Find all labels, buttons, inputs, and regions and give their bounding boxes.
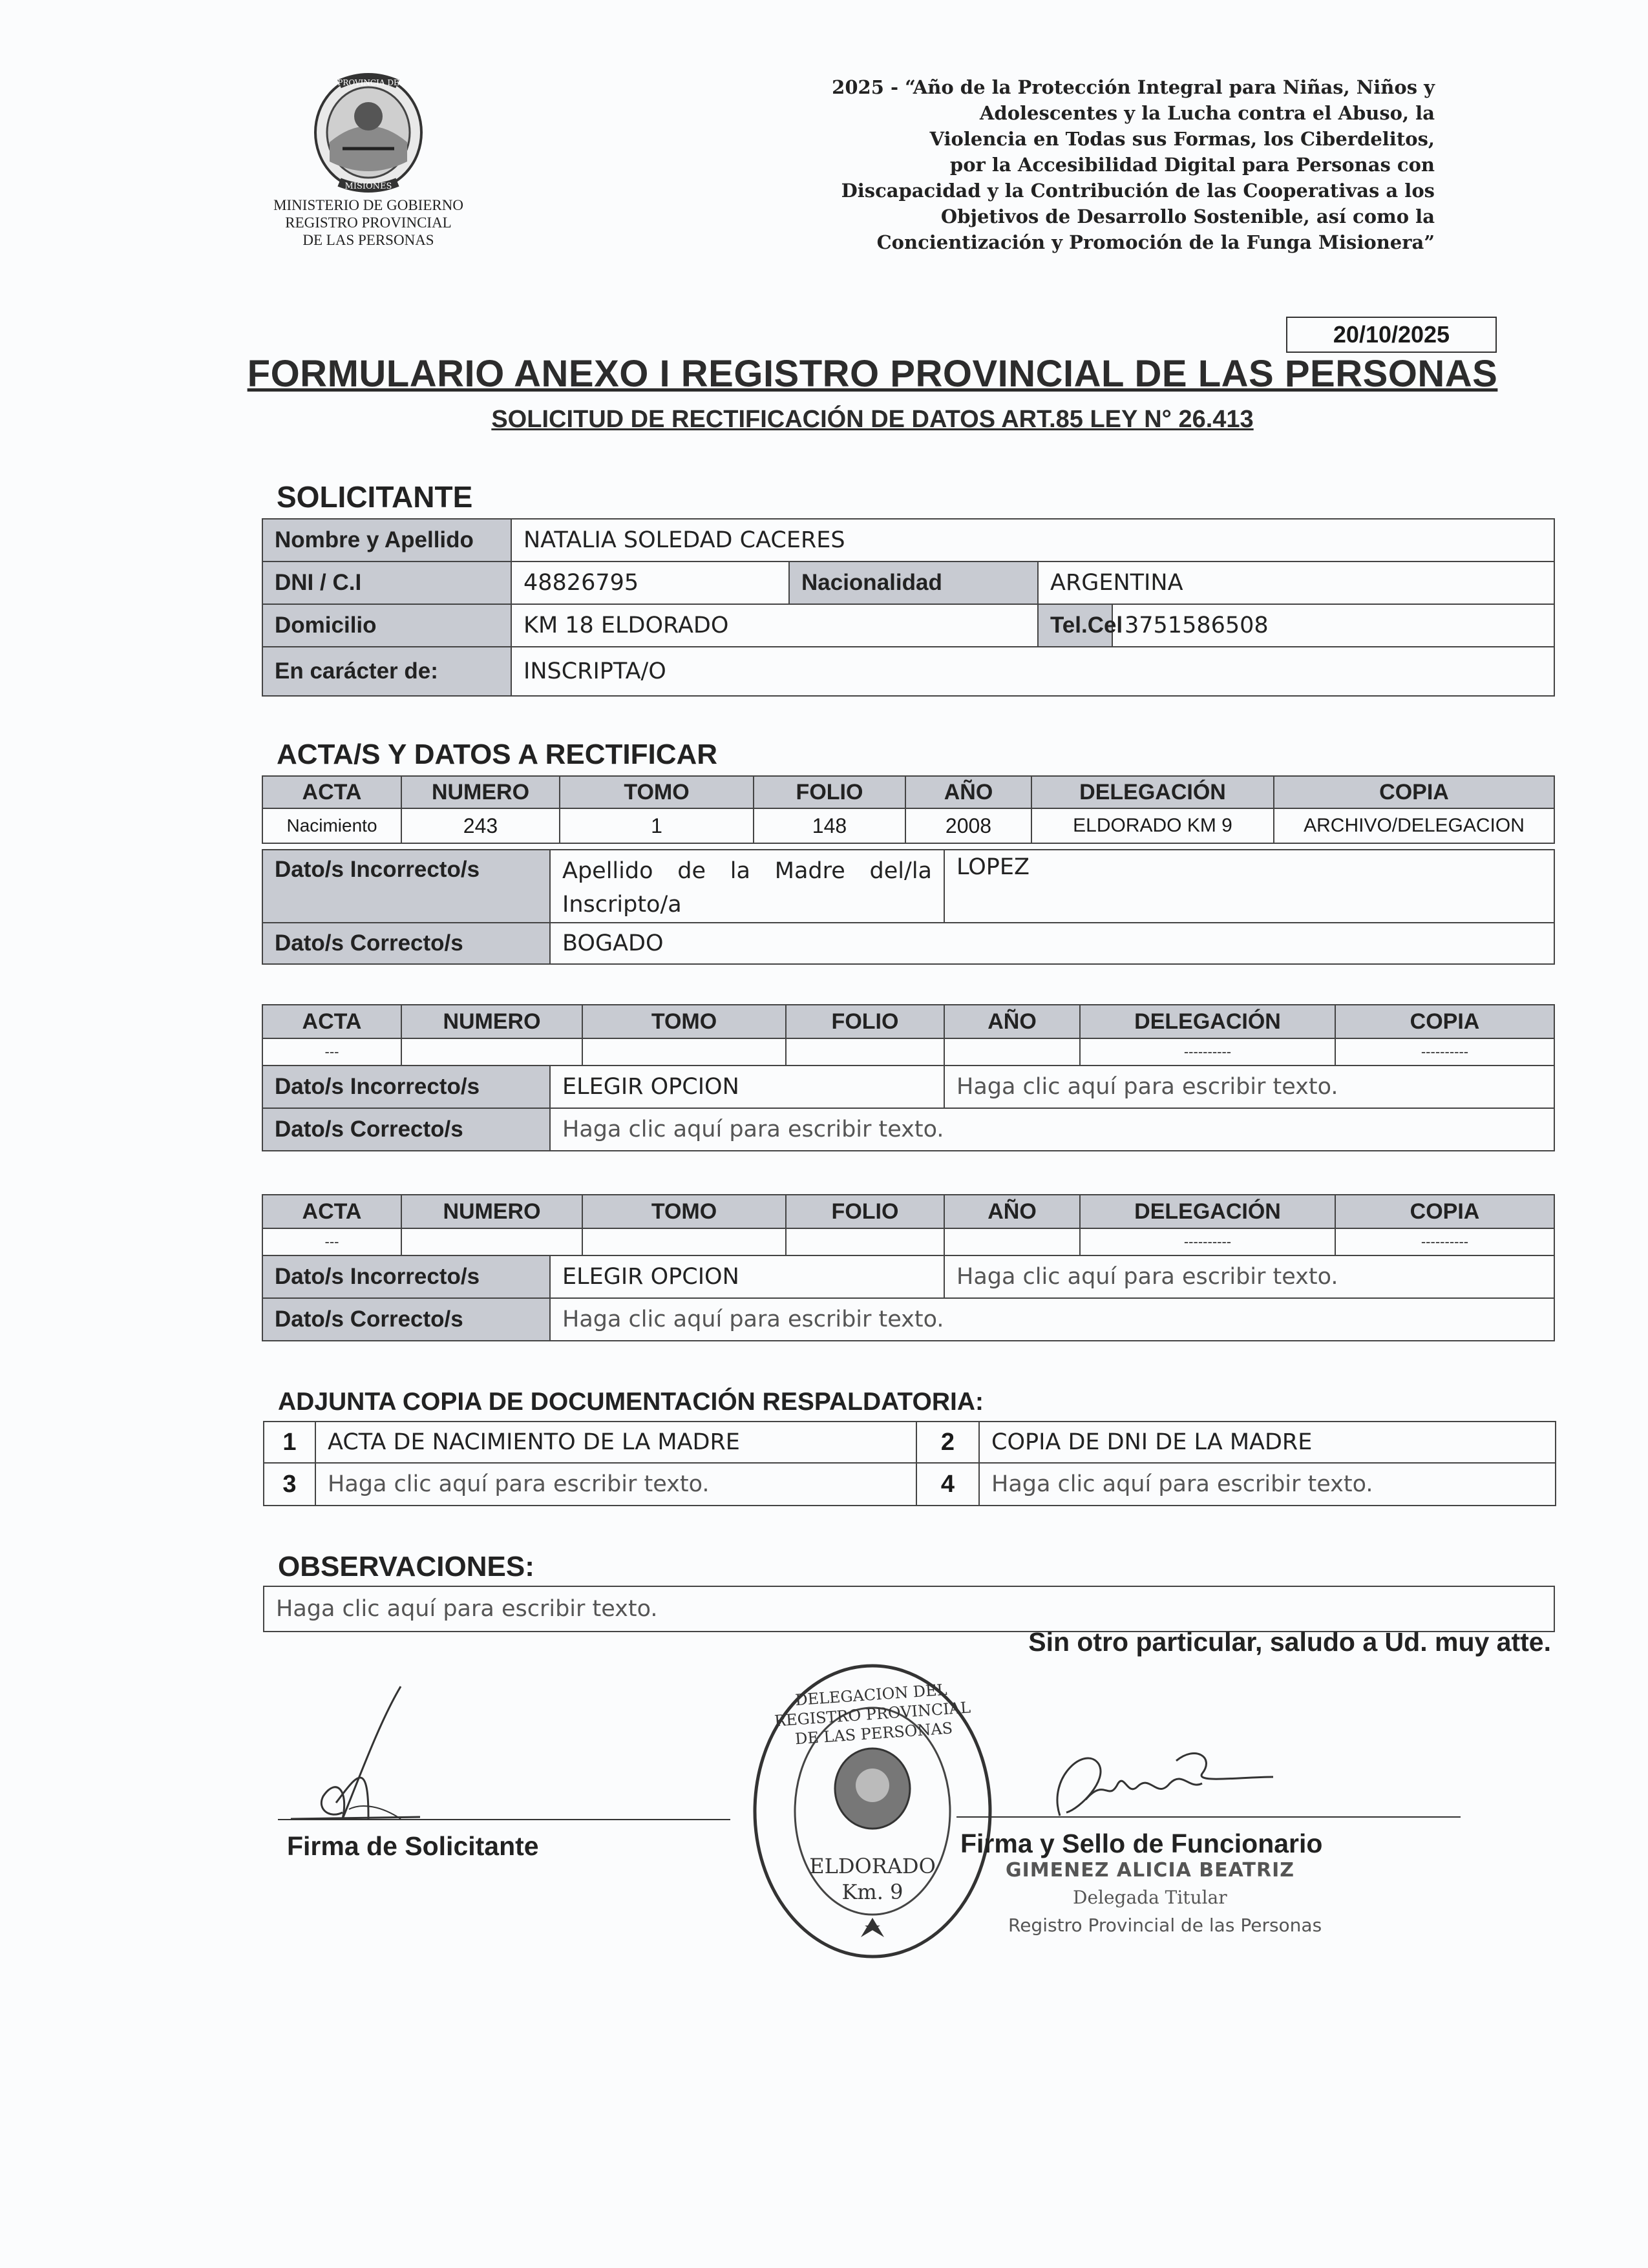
acta-1-copia[interactable]: ARCHIVO/DELEGACION — [1274, 808, 1554, 843]
adjunta-num-3: 3 — [264, 1463, 315, 1506]
acta-2-copia[interactable]: ---------- — [1335, 1038, 1554, 1066]
acta-3-incorrect-label: Dato/s Incorrecto/s — [262, 1255, 550, 1298]
observaciones-table — [263, 1586, 1555, 1632]
dni-label: DNI / C.I — [262, 562, 511, 604]
col-anio: AÑO — [944, 1195, 1080, 1228]
dni-field[interactable]: 48826795 — [511, 562, 789, 604]
domicilio-label: Domicilio — [262, 604, 511, 647]
acta-3-tomo[interactable] — [582, 1228, 786, 1255]
acta-3-incorrect-select[interactable]: ELEGIR OPCION — [550, 1255, 944, 1298]
solicitante-signature-icon — [271, 1680, 439, 1835]
col-numero: NUMERO — [401, 1005, 582, 1038]
col-anio: AÑO — [944, 1005, 1080, 1038]
nombre-field[interactable]: NATALIA SOLEDAD CACERES — [511, 519, 1554, 562]
col-acta: ACTA — [262, 1195, 401, 1228]
col-acta: ACTA — [262, 776, 401, 808]
adjunta-num-1: 1 — [264, 1422, 315, 1463]
acta-3-delegacion[interactable]: ---------- — [1080, 1228, 1335, 1255]
col-tomo: TOMO — [582, 1005, 786, 1038]
acta-2-table — [262, 1004, 1555, 1066]
acta-1-incorrect-label: Dato/s Incorrecto/s — [262, 850, 550, 923]
funcionario-role: Delegada Titular — [1073, 1887, 1227, 1908]
col-numero: NUMERO — [401, 776, 560, 808]
form-date: 20/10/2025 — [1286, 317, 1497, 353]
section-solicitante: SOLICITANTE — [277, 480, 473, 514]
col-tomo: TOMO — [582, 1195, 786, 1228]
acta-1-datos-table — [262, 849, 1555, 965]
firma-funcionario-label: Firma y Sello de Funcionario — [960, 1829, 1323, 1858]
acta-1-folio[interactable]: 148 — [754, 808, 905, 843]
caracter-label: En carácter de: — [262, 647, 511, 696]
acta-2-incorrect-label: Dato/s Incorrecto/s — [262, 1066, 550, 1108]
col-folio: FOLIO — [786, 1005, 944, 1038]
acta-1-table — [262, 775, 1555, 844]
observaciones-field[interactable]: Haga clic aquí para escribir texto. — [264, 1586, 1554, 1632]
adjunta-num-4: 4 — [916, 1463, 979, 1506]
acta-3-table — [262, 1194, 1555, 1256]
col-delegacion: DELEGACIÓN — [1031, 776, 1274, 808]
acta-2-correct-value[interactable]: Haga clic aquí para escribir texto. — [550, 1108, 1554, 1151]
acta-3-correct-label: Dato/s Correcto/s — [262, 1298, 550, 1341]
acta-1-delegacion[interactable]: ELDORADO KM 9 — [1031, 808, 1274, 843]
caracter-field[interactable]: INSCRIPTA/O — [511, 647, 1554, 696]
acta-2-numero[interactable] — [401, 1038, 582, 1066]
funcionario-signature-line — [956, 1816, 1461, 1818]
acta-1-numero[interactable]: 243 — [401, 808, 560, 843]
funcionario-name: GIMENEZ ALICIA BEATRIZ — [1006, 1859, 1294, 1882]
acta-1-correct-label: Dato/s Correcto/s — [262, 923, 550, 964]
official-stamp — [750, 1659, 995, 1963]
tel-field[interactable]: 3751586508 — [1112, 604, 1554, 647]
col-folio: FOLIO — [754, 776, 905, 808]
solicitante-table — [262, 518, 1555, 697]
acta-2-datos-table — [262, 1065, 1555, 1151]
acta-2-tipo[interactable]: --- — [262, 1038, 401, 1066]
adjunta-table — [263, 1421, 1556, 1506]
col-folio: FOLIO — [786, 1195, 944, 1228]
funcionario-office: Registro Provincial de las Personas — [1008, 1915, 1322, 1936]
acta-2-delegacion[interactable]: ---------- — [1080, 1038, 1335, 1066]
funcionario-signature-icon — [1047, 1738, 1280, 1829]
acta-1-tipo[interactable]: Nacimiento — [262, 808, 401, 843]
year-motto: 2025 - “Año de la Protección Integral para Niñas, Niños y Adolescentes y la Lucha contra el Abuso, la Violencia en Todas sus Formas, los Ciberdelitos, por la Accesibilidad Digital para Personas con Discapacidad y la Contribución de las Cooperativas a los Objetivos de Desarrollo Sostenible, así como la Concientización y Promoción de la Funga Misionera” — [832, 76, 1435, 253]
ministry-name: MINISTERIO DE GOBIERNO REGISTRO PROVINCIAL DE LAS PERSONAS — [273, 197, 463, 248]
col-copia: COPIA — [1335, 1005, 1554, 1038]
logo-bottom-text: MISIONES — [344, 182, 392, 191]
acta-1-incorrect-value[interactable]: LOPEZ — [944, 850, 1554, 923]
col-acta: ACTA — [262, 1005, 401, 1038]
logo-top-text: PROVINCIA DE — [337, 78, 399, 87]
col-copia: COPIA — [1274, 776, 1554, 808]
col-delegacion: DELEGACIÓN — [1080, 1005, 1335, 1038]
firma-solicitante-label: Firma de Solicitante — [287, 1831, 539, 1861]
col-tomo: TOMO — [560, 776, 754, 808]
tel-label: Tel.Cel — [1038, 604, 1112, 647]
col-delegacion: DELEGACIÓN — [1080, 1195, 1335, 1228]
adjunta-item-3[interactable]: Haga clic aquí para escribir texto. — [315, 1463, 916, 1506]
acta-3-copia[interactable]: ---------- — [1335, 1228, 1554, 1255]
acta-3-anio[interactable] — [944, 1228, 1080, 1255]
acta-3-datos-table — [262, 1255, 1555, 1341]
domicilio-field[interactable]: KM 18 ELDORADO — [511, 604, 1038, 647]
acta-3-incorrect-value[interactable]: Haga clic aquí para escribir texto. — [944, 1255, 1554, 1298]
adjunta-item-4[interactable]: Haga clic aquí para escribir texto. — [979, 1463, 1556, 1506]
acta-2-correct-label: Dato/s Correcto/s — [262, 1108, 550, 1151]
section-actas: ACTA/S Y DATOS A RECTIFICAR — [277, 739, 718, 770]
col-anio: AÑO — [905, 776, 1031, 808]
section-adjunta: ADJUNTA COPIA DE DOCUMENTACIÓN RESPALDATORIA: — [278, 1388, 984, 1416]
form-title: FORMULARIO ANEXO I REGISTRO PROVINCIAL DE LAS PERSONAS — [247, 353, 1498, 395]
adjunta-item-2[interactable]: COPIA DE DNI DE LA MADRE — [979, 1422, 1556, 1463]
acta-2-tomo[interactable] — [582, 1038, 786, 1066]
acta-1-tomo[interactable]: 1 — [560, 808, 754, 843]
closing-text: Sin otro particular, saludo a Ud. muy atte. — [1028, 1627, 1551, 1657]
stamp-ring-text: DELEGACION DEL REGISTRO PROVINCIAL DE LAS PERSONAS — [774, 1680, 971, 1748]
acta-3-correct-value[interactable]: Haga clic aquí para escribir texto. — [550, 1298, 1554, 1341]
acta-3-numero[interactable] — [401, 1228, 582, 1255]
col-copia: COPIA — [1335, 1195, 1554, 1228]
province-coat-of-arms-icon — [304, 71, 433, 194]
acta-1-correct-value[interactable]: BOGADO — [550, 923, 1554, 964]
acta-3-tipo[interactable]: --- — [262, 1228, 401, 1255]
acta-2-incorrect-value[interactable]: Haga clic aquí para escribir texto. — [944, 1066, 1554, 1108]
col-numero: NUMERO — [401, 1195, 582, 1228]
nombre-label: Nombre y Apellido — [262, 519, 511, 562]
ministry-header — [252, 71, 485, 249]
acta-2-folio[interactable] — [786, 1038, 944, 1066]
adjunta-num-2: 2 — [916, 1422, 979, 1463]
solicitante-signature-line — [278, 1819, 730, 1820]
nacionalidad-label: Nacionalidad — [789, 562, 1038, 604]
acta-1-incorrect-field[interactable]: Apellido de la Madre del/la Inscripto/a — [550, 850, 944, 923]
acta-1-anio[interactable]: 2008 — [905, 808, 1031, 843]
section-observaciones: OBSERVACIONES: — [278, 1551, 534, 1582]
acta-2-incorrect-select[interactable]: ELEGIR OPCION — [550, 1066, 944, 1108]
form-subtitle: SOLICITUD DE RECTIFICACIÓN DE DATOS ART.85 LEY N° 26.413 — [491, 406, 1254, 433]
adjunta-item-1[interactable]: ACTA DE NACIMIENTO DE LA MADRE — [315, 1422, 916, 1463]
stamp-inner-text: ELDORADO Km. 9 — [809, 1854, 936, 1904]
acta-3-folio[interactable] — [786, 1228, 944, 1255]
acta-2-anio[interactable] — [944, 1038, 1080, 1066]
nacionalidad-field[interactable]: ARGENTINA — [1038, 562, 1554, 604]
